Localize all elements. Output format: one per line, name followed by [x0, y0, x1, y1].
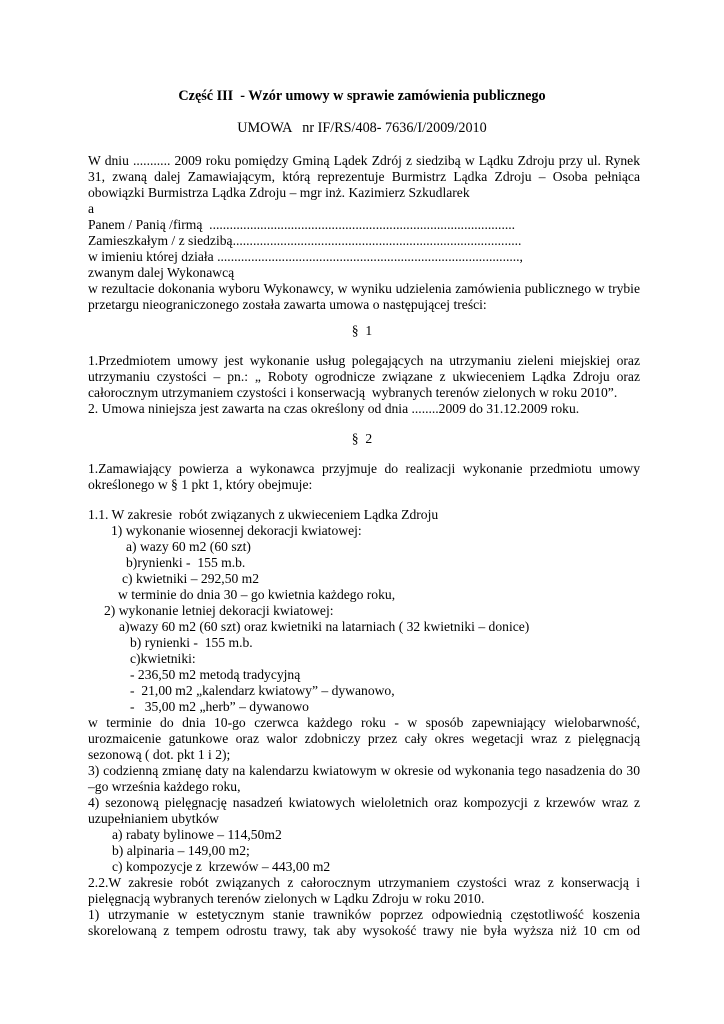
intro-line: w rezultacie dokonania wyboru Wykonawcy, w wyniku udzielenia zamówienia publicznego w trybie	[88, 281, 640, 296]
scope-line: a) rabaty bylinowe – 114,50m2	[112, 827, 282, 842]
intro-line: W dniu ........... 2009 roku pomiędzy Gminą Lądek Zdrój z siedzibą w Lądku Zdroju przy ul. Rynek	[88, 153, 640, 168]
section-1-heading: § 1	[351, 323, 373, 338]
scope-line: urozmaicenie gatunkowe oraz walor zdobniczy przez cały okres wegetacji wraz z pielęgnacją	[88, 731, 640, 746]
scope-line: 1) wykonanie wiosennej dekoracji kwiatowej:	[111, 523, 362, 538]
intro-line: zwanym dalej Wykonawcą	[88, 265, 235, 280]
section-1-line: utrzymaniu czystości – pn.: „ Roboty ogrodnicze związane z ukwieceniem Lądka Zdroju oraz	[88, 369, 640, 384]
intro-line: 31, zwaną dalej Zamawiającym, którą reprezentuje Burmistrz Lądka Zdroju – Osoba pełniąca	[88, 169, 640, 184]
scope-line: skorelowaną z tempem odrostu trawy, tak aby wysokość trawy nie była wyższa niż 10 cm od	[88, 923, 640, 938]
section-2-line: 1.Zamawiający powierza a wykonawca przyjmuje do realizacji wykonanie przedmiotu umowy	[88, 461, 640, 476]
scope-line: - 236,50 m2 metodą tradycyjną	[130, 667, 301, 682]
scope-line: 2.2.W zakresie robót związanych z całorocznym utrzymaniem czystości wraz z konserwacją i	[88, 875, 640, 890]
scope-line: uzupełnianiem ubytków	[88, 811, 219, 826]
intro-line: w imieniu której działa .........................................................................................,	[88, 249, 523, 264]
scope-line: - 35,00 m2 „herb” – dywanowo	[130, 699, 309, 714]
scope-line: sezonową ( dot. pkt 1 i 2);	[88, 747, 231, 762]
scope-line: 2) wykonanie letniej dekoracji kwiatowej:	[104, 603, 334, 618]
contract-number: UMOWA nr IF/RS/408- 7636/I/2009/2010	[237, 120, 487, 136]
scope-line: 1.1. W zakresie robót związanych z ukwieceniem Lądka Zdroju	[88, 507, 439, 522]
intro-line: przetargu nieograniczonego została zawarta umowa o następującej treści:	[88, 297, 487, 312]
scope-line: b) rynienki - 155 m.b.	[130, 635, 253, 650]
scope-line: c) kwietniki – 292,50 m2	[122, 571, 260, 586]
scope-line: –go września każdego roku,	[88, 779, 241, 794]
scope-line: pielęgnacją wybranych terenów zielonych w Lądku Zdroju w roku 2010.	[88, 891, 485, 906]
scope-line: a)wazy 60 m2 (60 szt) oraz kwietniki na latarniach ( 32 kwietniki – donice)	[119, 619, 530, 634]
section-1-line: 1.Przedmiotem umowy jest wykonanie usług polegających na utrzymaniu zieleni miejskiej oraz	[88, 353, 640, 368]
scope-line: a) wazy 60 m2 (60 szt)	[126, 539, 251, 554]
section-2-line: określonego w § 1 pkt 1, który obejmuje:	[88, 477, 313, 492]
section-2-heading: § 2	[351, 431, 373, 446]
section-1-line: całorocznym utrzymaniem czystości i konserwacją wybranych terenów zielonych w roku 2010”.	[88, 385, 618, 400]
intro-line: a	[88, 201, 95, 216]
scope-line: c)kwietniki:	[130, 651, 196, 666]
scope-line: c) kompozycje z krzewów – 443,00 m2	[112, 859, 331, 874]
document-title: Część III - Wzór umowy w sprawie zamówienia publicznego	[178, 88, 546, 104]
scope-line: 3) codzienną zmianę daty na kalendarzu kwiatowym w okresie od wykonania tego nasadzenia do 30	[88, 763, 640, 778]
intro-line: Panem / Panią /firmą ..........................................................................................	[88, 217, 516, 232]
scope-line: w terminie do dnia 10-go czerwca każdego roku - w sposób zapewniający wielobarwność,	[88, 715, 640, 730]
scope-line: w terminie do dnia 30 – go kwietnia każdego roku,	[118, 587, 396, 602]
intro-line: Zamieszkałym / z siedzibą.....................................................................................	[88, 233, 522, 248]
scope-line: 1) utrzymanie w estetycznym stanie trawników poprzez odpowiednią częstotliwość koszenia	[88, 907, 640, 922]
scope-line: - 21,00 m2 „kalendarz kwiatowy” – dywanowo,	[130, 683, 395, 698]
scope-line: b)rynienki - 155 m.b.	[126, 555, 246, 570]
section-1-line: 2. Umowa niniejsza jest zawarta na czas określony od dnia ........2009 do 31.12.2009 roku.	[88, 401, 580, 416]
scope-line: 4) sezonową pielęgnację nasadzeń kwiatowych wieloletnich oraz kompozycji z krzewów wraz z	[88, 795, 640, 810]
intro-line: obowiązki Burmistrza Lądka Zdroju – mgr inż. Kazimierz Szkudlarek	[88, 185, 470, 200]
scope-line: b) alpinaria – 149,00 m2;	[112, 843, 250, 858]
